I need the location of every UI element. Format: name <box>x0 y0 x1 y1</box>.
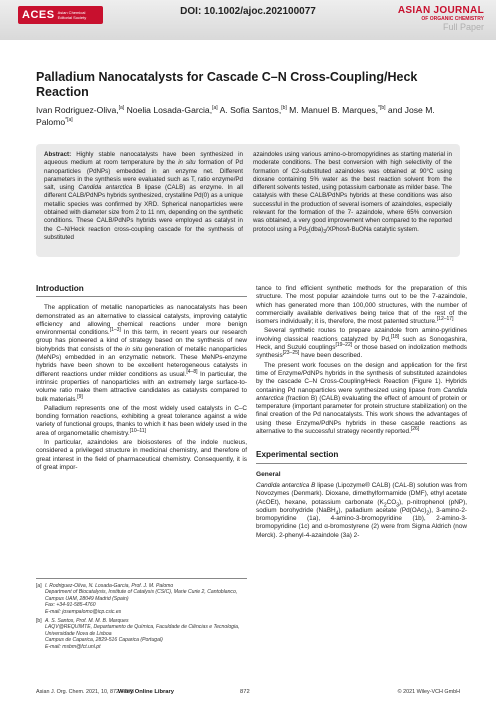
journal-header-bar <box>0 0 496 40</box>
subscript: 3 <box>323 228 326 235</box>
author-affiliation-mark: *[b] <box>378 105 386 112</box>
article-type-label: Full Paper <box>442 22 484 32</box>
experimental-paragraph <box>256 482 467 540</box>
journal-name-line1: ASIAN JOURNAL <box>397 5 484 16</box>
subscript: 2 <box>426 510 430 517</box>
doi-text[interactable]: DOI: 10.1002/ajoc.202100077 <box>180 6 316 17</box>
abstract-text: (dba) <box>308 225 324 233</box>
footer-citation: Asian J. Org. Chem. 2021, 10, 872 – 878 <box>36 689 134 695</box>
author-affiliation-mark: *[a] <box>65 117 73 124</box>
copyright-notice: © 2021 Wiley-VCH GmbH <box>397 689 460 695</box>
author-affiliation-mark: [a] <box>118 105 125 112</box>
reference-mark[interactable]: [26] <box>410 425 420 432</box>
body-text: lipase (Lipozyme® CALB) (CAL-B) solution was from Novozymes (Denmark). Dioxane, dimethylformamide (DMF), ethyl acetate (AcOEt), hexane, potassium carbonate (K <box>256 481 467 506</box>
reference-mark[interactable]: [23–25] <box>282 350 300 357</box>
body-text: have been described. <box>299 352 363 360</box>
intro-paragraph <box>256 362 467 437</box>
footnote-line: Campus de Caparica, 2829-516 Caparica (Portugal) <box>45 637 163 644</box>
journal-logo <box>398 6 484 32</box>
author-name[interactable]: M. Manuel B. Marques, <box>289 105 379 115</box>
body-text: Candida antarctica <box>256 386 467 402</box>
reference-mark[interactable]: [12–17] <box>436 316 454 323</box>
abstract-text: in situ <box>178 159 196 167</box>
subscript: 3 <box>396 501 399 508</box>
intro-paragraph: In particular, azaindoles are bioisosteres of the indole nucleus, considered a privileged structure in medicinal chemistry, and therefore of great interest in the field of pharmaceutical chemistry. Consequently, it is of great impor- <box>36 439 247 471</box>
body-text: CO <box>386 498 397 506</box>
subscript: 2 <box>383 501 387 508</box>
intro-paragraph <box>256 285 467 326</box>
author-list <box>36 104 466 128</box>
footnote-email[interactable]: E-mail: msbm@fct.unl.pt <box>45 643 101 650</box>
reference-mark[interactable]: [18] <box>390 333 400 340</box>
footnote-line: Fax: +34-91-585-4760 <box>45 602 96 609</box>
page-footer <box>36 689 460 697</box>
body-text: such as Sonogashira, Heck, and Suzuki couplings <box>256 335 467 352</box>
body-text: in situ <box>124 345 143 353</box>
abstract-text: azaindoles using various amino-o-bromopyridines as starting material in moderate conditions. The best conversion with high selectivity of the formation of C2-substituted azaindoles was obtained at 90°C using dioxane containing 5% water as the best reaction solvent from the different solvents tested, using potassium carbonate as milder base. The catalysis with these CALB/PdNPs hybrids at these conditions was also successful in the production of several isomers of azaindoles, especially relevant for the formation of the 7- azaindole, where 65% conversion was obtained, a very good improvement when compared to the reported protocol using a Pd <box>253 151 452 233</box>
body-column-left <box>36 285 247 473</box>
wiley-online-library-link[interactable]: Wiley Online Library <box>118 689 174 695</box>
abstract-column-left <box>44 151 243 250</box>
page-number: 872 <box>240 689 250 695</box>
footnote-mark: [b] <box>36 618 42 625</box>
intro-paragraph <box>36 304 247 404</box>
author-name[interactable]: and Jose M. Palomo <box>36 105 435 127</box>
aces-logo-word: ACES <box>22 9 55 21</box>
body-text: Several synthetic routes to prepare azaindole from amino-pyridines involving classical reactions catalyzed by Pd, <box>256 327 467 343</box>
body-column-right <box>256 285 467 541</box>
abstract-column-right <box>253 151 452 250</box>
affiliation-footnotes <box>36 578 247 653</box>
footnote-body <box>45 583 247 615</box>
abstract-text: /XPhos/t-BuONa catalytic system. <box>326 225 419 233</box>
journal-name-line2: OF ORGANIC CHEMISTRY <box>421 16 484 22</box>
body-text: Candida antarctica B <box>256 481 316 489</box>
abstract-text: Candida antarctica <box>78 184 133 192</box>
body-text: generation of metallic nanoparticles (MeNPs) embedded in an enzymatic network. These MeNPs-enzyme hybrids have been shown to be excellent heterogeneous catalysts in different reactions under milder conditions as usual. <box>36 345 247 378</box>
abstract-text: B lipase (CALB) as enzyme. In all different CALB/PdNPs hybrids synthesized, crystalline Pd(0) as a unique metallic species was confirmed by XRD. Spherical nanoparticles were obtained with diameter size from 2 to 11 nm, depending on the synthetic conditions. These CALB/PdNPs hybrids were employed as catalyst in the C–N/Heck reaction cross-coupling cascade for the synthesis of substituted <box>44 184 244 241</box>
body-text: In this term, in recent years our research group has pioneered a kind of strategy based on the synthesis of new biohybrids that consists of the <box>36 329 247 353</box>
footnote-b <box>36 618 247 650</box>
reference-mark[interactable]: [19–22] <box>335 341 353 348</box>
body-text: The application of metallic nanoparticles as nanocatalysts has been demonstrated as an alternative to classical catalysts, improving catalytic efficiency and allowing chemical reactions under more benign environmental conditions. <box>36 304 247 337</box>
footnote-body <box>45 618 247 650</box>
body-text: tance to find efficient synthetic methods for the preparation of this structure. The most popular azaindole turns out to be the 7-azaindole, which has generated more than 100,000 structures, with the number of commercially available derivatives being twice that of the rest of the isomers individually; it is, therefore, the most patented structure. <box>256 285 467 326</box>
intro-paragraph <box>256 327 467 360</box>
abstract-box <box>36 144 460 257</box>
footnote-line: A. S. Santos, Prof. M. M. B. Marques <box>45 618 129 625</box>
author-name[interactable]: Noelia Losada-Garcia, <box>126 105 213 115</box>
footnote-email[interactable]: E-mail: josempalomo@icp.csic.es <box>45 608 122 615</box>
author-name[interactable]: A. Sofia Santos, <box>219 105 282 115</box>
general-subheading: General <box>256 470 281 478</box>
article-title: Palladium Nanocatalysts for Cascade C–N Cross-Coupling/Heck Reaction <box>36 70 418 99</box>
body-text: Palladium represents one of the most widely used catalysts in C–C bonding formation reactions, exhibiting a great tolerance against a wide variety of functional groups, thanks to which it has been widely used in the area of organometallic chemistry. <box>36 404 247 437</box>
subscript: 2 <box>305 228 309 235</box>
body-text: (fraction B) (CALB) evaluating the effect of amount of protein or temperature (important parameter for protein structure stabilization) on the final creation of the Pd nanocatalysts. This work shows the advantages of using these Enzyme/PdNPs hybrids in these cascade reactions as alternative to the successful strategy recently reported. <box>256 394 467 436</box>
body-text: In particular, the intrinsic properties of nanoparticles with an extremely large surface-to-volume ratio make them attractive candidates as catalysts compared to bulk materials. <box>36 370 247 403</box>
footnote-mark: [a] <box>36 583 42 589</box>
abstract-text: Highly stable nanocatalysts have been synthesized in aqueous medium at room temperature by the <box>44 151 243 167</box>
reference-mark[interactable]: [1–3] <box>109 327 121 334</box>
body-text: ), p-nitrophenol (pNP), sodium borohydride (NaBH <box>256 498 467 514</box>
author-affiliation-mark: [a] <box>212 105 218 112</box>
experimental-heading: Experimental section <box>256 451 467 463</box>
aces-logo-subtitle: Asian Chemical Editorial Society <box>57 10 87 20</box>
body-text: ), 3-amino-2-bromopyridine (1a), 4-amino-3-bromopyridine (1b), 2-amino-3-bromopyridine (1c) and α-bromostyrene (2) were from Sigma Aldrich (now Merck). 2-phenyl-4-azaindole (3a) 2- <box>256 506 467 539</box>
author-name[interactable]: Ivan Rodriguez-Oliva, <box>36 105 119 115</box>
intro-paragraph <box>36 405 247 438</box>
reference-mark[interactable]: [10–11] <box>129 427 146 434</box>
body-text: The present work focuses on the design and application for the first time of Enzyme/PdNPs hybrids in the synthesis of substituted azaindoles by the cascade C–N Cross-Coupling/Heck Reaction (Figure 1). Hybrids containing Pd nanoparticles were synthesized using lipase from <box>256 361 467 394</box>
body-text: or those based on indolization methods synthesis <box>256 344 467 360</box>
abstract-text: formation of Pd nanoparticles (PdNPs) embedded in an enzyme net. Different parameters in the synthesis were evaluated such as T, ratio enzyme/Pd salt, using <box>44 159 243 192</box>
subscript: 4 <box>335 510 339 517</box>
footnote-line: LAQV@REQUIMTE, Departamento de Química, Faculdade de Ciências e Tecnologia, Universidade Nova de Lisboa <box>45 624 240 637</box>
footnote-line: Department of Biocatalysis, Institute of Catalysis (CSIC), Marie Curie 2, Cantoblanco, Campus UAM, 28049 Madrid (Spain) <box>45 589 238 602</box>
reference-mark[interactable]: [9] <box>77 393 83 400</box>
footnote-line: I. Rodriguez-Oliva, N. Losada-Garcia, Prof. J. M. Palomo <box>45 583 174 589</box>
introduction-heading: Introduction <box>36 285 247 297</box>
author-affiliation-mark: [b] <box>281 105 287 112</box>
footnote-a <box>36 583 247 615</box>
reference-mark[interactable]: [4–8] <box>186 368 198 375</box>
body-text: ), palladium acetate (Pd(OAc) <box>338 506 427 514</box>
abstract-label: Abstract: <box>44 151 72 158</box>
